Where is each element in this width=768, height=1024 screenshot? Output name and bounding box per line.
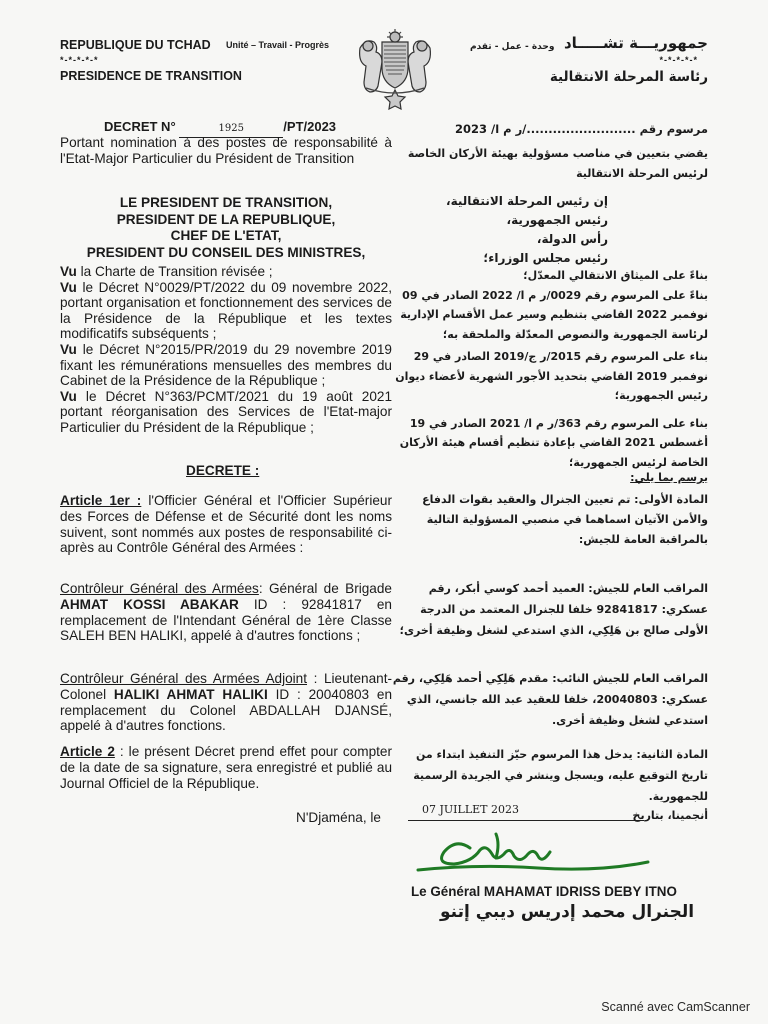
authority-line: PRESIDENT DU CONSEIL DES MINISTRES,	[86, 244, 366, 260]
post2-ar: المراقب العام للجيش النائب: مقدم هَلِكِي أحمد هَلِكِي، رقم عسكري: 20040803، خلفا للعقيد عبد الله جانسي، الذي استدعي لشغل وظيفة أخرى.	[392, 672, 708, 727]
authority-line: LE PRESIDENT DE TRANSITION,	[119, 195, 333, 210]
visas-fr	[60, 264, 392, 436]
handwritten-date: 07 JUILLET 2023	[422, 803, 519, 816]
header-motto-ar: وحدة - عمل - تقدم	[470, 42, 555, 52]
post1-ar: المراقب العام للجيش: العميد أحمد كوسي أبكر، رقم عسكري: 92841817 خلفا للجنرال المعتمد من الدرجة الأولى صالح بن هَلِكِي، الذي استدعي لشغل وظيفة أخرى؛	[399, 582, 708, 637]
signatory-name-fr: Le Général MAHAMAT IDRISS DEBY ITNO	[411, 884, 677, 899]
header-country-fr: REPUBLIQUE DU TCHAD	[60, 38, 211, 52]
header-office-ar: رئاسة المرحلة الانتقالية	[549, 69, 708, 85]
place-fr: N'Djaména, le	[296, 810, 381, 825]
visa-item: Vu la Charte de Transition révisée ;	[60, 264, 273, 279]
authority-line: PRESIDENT DE LA REPUBLIQUE,	[116, 211, 336, 227]
coat-of-arms-icon	[352, 28, 438, 110]
authority-fr	[60, 195, 392, 261]
visa-item: Vu le Décret N°2015/PR/2019 du 29 novembre 2019 fixant les rémunérations mensuelles des membres du Cabinet de la Présidence de la République ;	[60, 341, 392, 389]
handwritten-signature-icon	[400, 824, 650, 884]
visa-item: بناء على المرسوم رقم 2015/ر ج/2019 الصادر في 29 نوفمبر 2019 القاضي بتحديد الأجور الشهرية لأعضاء ديوان رئيس الجمهورية؛	[395, 350, 708, 402]
place-ar: أنجمينا، بتاريخ	[632, 809, 708, 822]
signatory-name-ar: الجنرال محمد إدريس ديبي إتنو	[440, 902, 695, 922]
visa-item: بناء على المرسوم رقم 363/ر م ا/ 2021 الصادر في 19 أغسطس 2021 القاضي بإعادة تنظيم أقسام هيئة الأركان الخاصة لرئيس الجمهورية؛	[399, 416, 708, 469]
article2-ar: المادة الثانية: يدخل هذا المرسوم حيّز التنفيذ ابتداء من تاريخ التوقيع عليه، ويسجل وينشر في الجريدة الرسمية للجمهورية.	[413, 748, 708, 803]
scanner-watermark: Scanné avec CamScanner	[601, 1000, 750, 1014]
decree-title-ar: مرسوم رقم ........................./ر م ا/ 2023	[454, 122, 708, 136]
decrete-heading-ar: يرسم بما يلي:	[630, 471, 708, 484]
decrete-heading-fr: DECRETE :	[186, 463, 260, 478]
authority-line: رئيس الجمهورية،	[506, 213, 608, 227]
header-dots-ar: *-*-*-*-*	[659, 55, 698, 65]
visa-item: Vu le Décret N°363/PCMT/2021 du 19 août 2021 portant réorganisation des Services de l'Etat-major Particulier du Président de la République ;	[60, 388, 392, 435]
authority-line: إن رئيس المرحلة الانتقالية،	[446, 194, 608, 208]
visa-item: Vu le Décret N°0029/PT/2022 du 09 novembre 2022, portant organisation et fonctionnement des services de la Présidence de la République et les textes modificatifs subséquents ;	[60, 279, 392, 342]
authority-line: رئيس مجلس الوزراء؛	[483, 251, 608, 265]
authority-ar	[388, 192, 608, 268]
header-dots-fr: *-*-*-*-*	[60, 55, 99, 65]
article1-ar: المادة الأولى: تم تعيين الجنرال والعقيد بقوات الدفاع والأمن الآتيان اسماهما في منصبي المسؤولية التالية بالمراقبة العامة للجيش:	[422, 493, 708, 546]
post1-fr: Contrôleur Général des Armées: Général de Brigade AHMAT KOSSI ABAKAR ID : 92841817 en remplacement de l'Intendant Général de 1ère Classe SALEH BEN HALIKI, appelé à d'autres fonctions ;	[60, 581, 392, 644]
article1-fr: Article 1er : l'Officier Général et l'Officier Supérieur des Forces de Défense et de Sécurité dont les noms suivent, sont nommés aux postes de responsabilité ci-après au Contrôle Général des Armées :	[60, 493, 392, 556]
header-motto-fr: Unité – Travail - Progrès	[226, 40, 330, 50]
authority-line: CHEF DE L'ETAT,	[170, 228, 282, 243]
header-office-fr: PRESIDENCE DE TRANSITION	[60, 69, 242, 83]
decree-subject-ar: يقضي بتعيين في مناصب مسؤولية بهيئة الأركان الخاصة لرئيس المرحلة الانتقالية	[407, 147, 708, 180]
decree-title-fr: DECRET N° 1925 /PT/2023	[104, 119, 336, 138]
visas-ar	[392, 266, 708, 472]
decree-number: 1925	[179, 121, 283, 138]
visa-item: بناءً على الميثاق الانتقالي المعدّل؛	[523, 269, 708, 282]
decree-subject-fr: Portant nomination à des postes de responsabilité à l'Etat-Major Particulier du Président de Transition	[60, 135, 392, 166]
visa-item: بناءً على المرسوم رقم 0029/ر م ا/ 2022 الصادر في 09 نوفمبر 2022 القاضي بتنظيم وسير عمل الأقسام الإدارية لرئاسة الجمهورية والنصوص المعدّلة والملحقة به؛	[400, 288, 708, 341]
header-country-ar: جمهوريـــة تشـــــاد	[563, 34, 708, 52]
post2-fr: Contrôleur Général des Armées Adjoint : Lieutenant-Colonel HALIKI AHMAT HALIKI ID : 20040803 en remplacement du Colonel ABDALLAH DJANSÉ, appelé à d'autres fonctions.	[60, 671, 392, 734]
authority-line: رأس الدولة،	[536, 232, 608, 246]
article2-fr: Article 2 : le présent Décret prend effet pour compter de la date de sa signature, sera enregistré et publié au Journal Officiel de la République.	[60, 744, 392, 791]
